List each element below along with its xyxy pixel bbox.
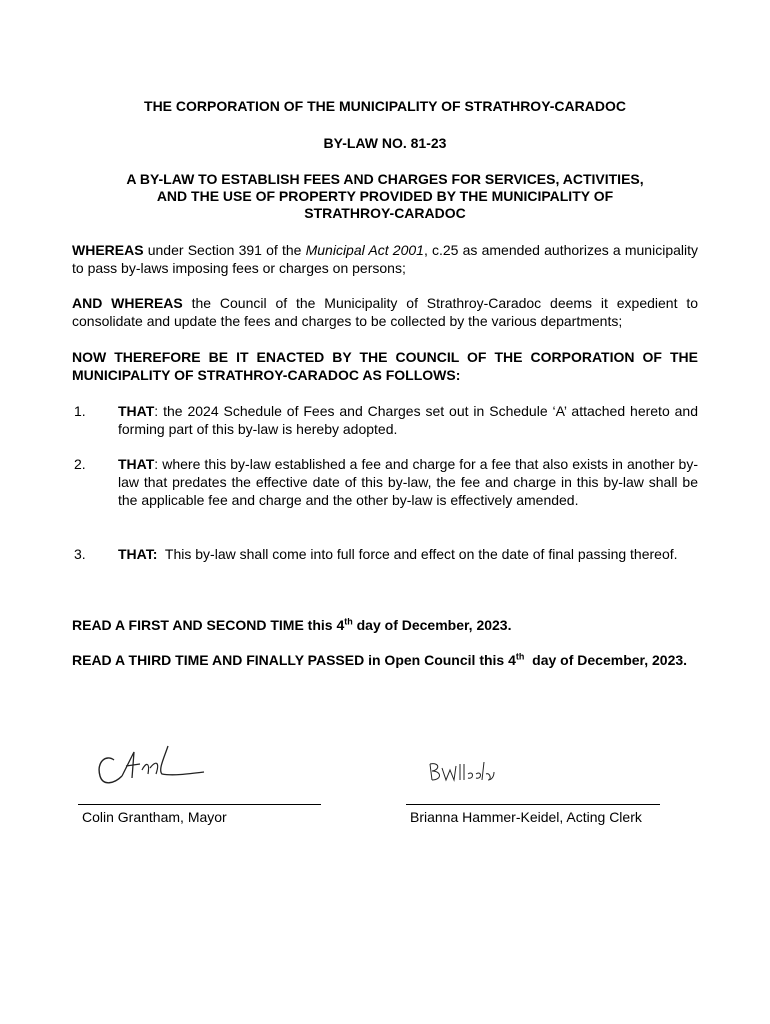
mayor-signature-line [78, 804, 321, 805]
clause-number: 1. [74, 403, 86, 419]
clerk-signature [426, 758, 496, 786]
mayor-signature [92, 740, 212, 790]
purpose-line-3: STRATHROY-CARADOC [304, 205, 466, 221]
clause-lead: THAT [118, 456, 155, 472]
clause-text: : where this by-law established a fee and charge for a fee that also exists in another by-law that predates the effective date of this by-law, the fee and charge in this by-law shall be the applicable fee and charge and the other by-law is effectively amended. [118, 456, 698, 508]
mayor-name: Colin Grantham, Mayor [82, 809, 227, 825]
purpose-line-1: A BY-LAW TO ESTABLISH FEES AND CHARGES FOR SERVICES, ACTIVITIES, [126, 171, 644, 187]
clause-lead: THAT: [118, 546, 158, 562]
and-whereas-text: the Council of the Municipality of Strathroy-Caradoc deems it expedient to consolidate and update the fees and charges to be collected by the various departments; [72, 295, 699, 329]
clause-number: 3. [74, 546, 86, 562]
clause-lead: THAT [118, 403, 155, 419]
enactment-clause: NOW THEREFORE BE IT ENACTED BY THE COUNCIL OF THE CORPORATION OF THE MUNICIPALITY OF STRATHROY-CARADOC AS FOLLOWS: [72, 349, 698, 383]
and-whereas-lead: AND WHEREAS [72, 295, 183, 311]
third-reading: READ A THIRD TIME AND FINALLY PASSED in Open Council this 4th day of December, 2023. [72, 651, 688, 668]
whereas-text-b: , c.25 as amended authorizes a municipality to pass by-laws imposing fees or charges on persons; [72, 242, 698, 276]
clause-text: : the 2024 Schedule of Fees and Charges set out in Schedule ‘A’ attached hereto and forming part of this by-law is hereby adopted. [118, 403, 698, 437]
ordinal-suffix: th [344, 616, 353, 627]
bylaw-number: BY-LAW NO. 81-23 [323, 135, 447, 151]
clause-text: This by-law shall come into full force and effect on the date of final passing thereof. [157, 546, 678, 562]
clerk-signature-line [406, 804, 660, 805]
ordinal-suffix: th [515, 651, 525, 662]
purpose-line-2: AND THE USE OF PROPERTY PROVIDED BY THE MUNICIPALITY OF [156, 188, 614, 204]
bylaw-purpose-heading [72, 171, 698, 222]
whereas-text-a: under Section 391 of the [143, 242, 306, 258]
corporation-heading: THE CORPORATION OF THE MUNICIPALITY OF STRATHROY-CARADOC [144, 98, 626, 114]
whereas-lead: WHEREAS [72, 242, 144, 258]
act-name: Municipal Act 2001 [305, 242, 424, 258]
first-second-reading: READ A FIRST AND SECOND TIME this 4th day of December, 2023. [72, 616, 512, 633]
clerk-name: Brianna Hammer-Keidel, Acting Clerk [410, 809, 642, 825]
clause-number: 2. [74, 456, 86, 472]
whereas-paragraph-1 [72, 241, 698, 277]
whereas-paragraph-2 [72, 294, 698, 330]
